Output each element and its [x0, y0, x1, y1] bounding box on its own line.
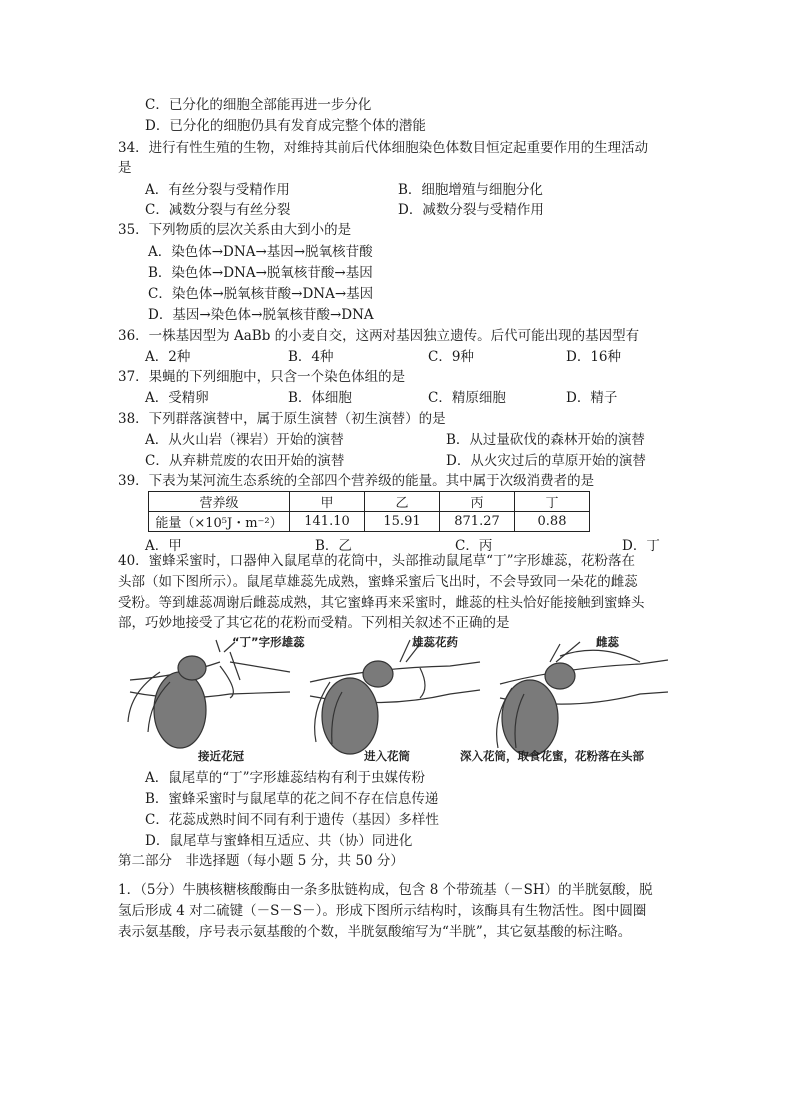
q35-option-c: C．染色体→脱氧核苷酸→DNA→基因 — [148, 286, 374, 302]
q40-stem-line3: 受粉。等到雄蕊凋谢后雌蕊成熟，其它蜜蜂再来采蜜时，雌蕊的柱头恰好能接触到蜜蜂头 — [118, 595, 645, 611]
q40-stem-line4: 部，巧妙地接受了其它花的花粉而受精。下列相关叙述不正确的是 — [118, 615, 510, 631]
energy-table-header-row — [149, 492, 590, 512]
q34-stem-line1: 34．进行有性生殖的生物，对维持其前后代体细胞染色体数目恒定起重要作用的生理活动 — [118, 140, 649, 156]
figure-caption-enter: 进入花筒 — [364, 749, 410, 763]
q40-option-a: A．鼠尾草的“丁”字形雄蕊结构有利于虫媒传粉 — [145, 770, 426, 786]
panel-deep-in-tube — [497, 642, 668, 756]
q38-option-b: B．从过量砍伐的森林开始的演替 — [446, 432, 645, 448]
bee-pollination-figure — [120, 632, 670, 768]
energy-table-header-cell: 甲 — [290, 492, 365, 512]
q33-option-c: C．已分化的细胞全部能再进一步分化 — [145, 97, 372, 113]
energy-table-cell: 871.27 — [440, 512, 515, 532]
q37-option-a: A．受精卵 — [145, 390, 209, 406]
q39-option-a: A．甲 — [145, 538, 182, 554]
q35-stem: 35．下列物质的层次关系由大到小的是 — [118, 222, 352, 238]
q36-stem: 36．一株基因型为 AaBb 的小麦自交，这两对基因独立遗传。后代可能出现的基因型有 — [118, 328, 640, 344]
q33-option-d: D．已分化的细胞仍具有发育成完整个体的潜能 — [145, 118, 426, 134]
q34-option-c: C．减数分裂与有丝分裂 — [145, 202, 291, 218]
q35-option-b: B．染色体→DNA→脱氧核苷酸→基因 — [148, 265, 373, 281]
q39-stem: 39．下表为某河流生态系统的全部四个营养级的能量。其中属于次级消费者的是 — [118, 473, 595, 489]
q40-option-c: C．花蕊成熟时间不同有利于遗传（基因）多样性 — [145, 812, 439, 828]
energy-table-header-cell: 丙 — [440, 492, 515, 512]
part2-q1-line3: 表示氨基酸，序号表示氨基酸的个数，半胱氨酸缩写为“半胱”，其它氨基酸的标注略。 — [118, 924, 632, 940]
q39-option-c: C．丙 — [455, 538, 493, 554]
q36-option-c: C．9种 — [428, 349, 474, 365]
q38-option-c: C．从弃耕荒废的农田开始的演替 — [145, 453, 345, 469]
part2-q1-line1: 1．（5分）牛胰核糖核酸酶由一条多肽链构成，包含 8 个带巯基（－SH）的半胱氨酸，脱 — [118, 882, 653, 898]
q34-option-a: A．有丝分裂与受精作用 — [145, 182, 290, 198]
q38-stem: 38．下列群落演替中，属于原生演替（初生演替）的是 — [118, 411, 446, 427]
figure-caption-deep: 深入花筒，取食花蜜，花粉落在头部 — [460, 749, 644, 763]
part2-q1-line2: 氢后形成 4 对二硫键（－S－S－）。形成下图所示结构时，该酶具有生物活性。图中圆圈 — [118, 903, 647, 919]
figure-caption-approach: 接近花冠 — [198, 749, 244, 763]
energy-table-header-cell: 营养级 — [149, 492, 290, 512]
q34-option-b: B．细胞增殖与细胞分化 — [398, 182, 543, 198]
q35-option-a: A．染色体→DNA→基因→脱氧核苷酸 — [148, 244, 373, 260]
energy-table-row-label: 能量（×10⁵J・m⁻²） — [149, 512, 290, 532]
q37-option-d: D．精子 — [566, 390, 618, 406]
q40-option-d: D．鼠尾草与蜜蜂相互适应、共（协）同进化 — [145, 833, 413, 849]
energy-table-cell: 0.88 — [515, 512, 590, 532]
q36-option-b: B．4种 — [288, 349, 334, 365]
panel-approaching-corolla — [128, 640, 290, 748]
q40-option-b: B．蜜蜂采蜜时与鼠尾草的花之间不存在信息传递 — [145, 791, 439, 807]
energy-table — [148, 491, 590, 532]
q34-option-d: D．减数分裂与受精作用 — [398, 202, 544, 218]
energy-table-header-cell: 乙 — [365, 492, 440, 512]
q37-option-c: C．精原细胞 — [428, 390, 506, 406]
q35-option-d: D．基因→染色体→脱氧核苷酸→DNA — [148, 307, 374, 323]
figure-label-pistil: 雌蕊 — [596, 635, 619, 649]
q36-option-d: D．16种 — [566, 349, 622, 365]
q38-option-a: A．从火山岩（裸岩）开始的演替 — [145, 432, 344, 448]
energy-table-cell: 15.91 — [365, 512, 440, 532]
energy-table-cell: 141.10 — [290, 512, 365, 532]
q37-stem: 37．果蝇的下列细胞中，只含一个染色体组的是 — [118, 369, 406, 385]
panel-entering-tube — [310, 640, 480, 754]
figure-label-t-stamen: “丁”字形雄蕊 — [232, 635, 305, 649]
energy-table-header-cell: 丁 — [515, 492, 590, 512]
q40-stem-line2: 头部（如下图所示）。鼠尾草雄蕊先成熟，蜜蜂采蜜后飞出时，不会导致同一朵花的雌蕊 — [118, 574, 638, 590]
figure-label-anther: 雄蕊花药 — [412, 635, 458, 649]
q39-option-d: D．丁 — [622, 538, 660, 554]
q40-stem-line1: 40．蜜蜂采蜜时，口器伸入鼠尾草的花筒中，头部推动鼠尾草“丁”字形雄蕊，花粉落在 — [118, 553, 635, 569]
q34-stem-line2: 是 — [118, 160, 132, 176]
q38-option-d: D．从火灾过后的草原开始的演替 — [446, 453, 646, 469]
q37-option-b: B．体细胞 — [288, 390, 352, 406]
part2-heading: 第二部分 非选择题（每小题 5 分，共 50 分） — [118, 853, 404, 869]
q36-option-a: A．2种 — [145, 349, 191, 365]
energy-table-value-row — [149, 512, 590, 532]
q39-option-b: B．乙 — [315, 538, 352, 554]
